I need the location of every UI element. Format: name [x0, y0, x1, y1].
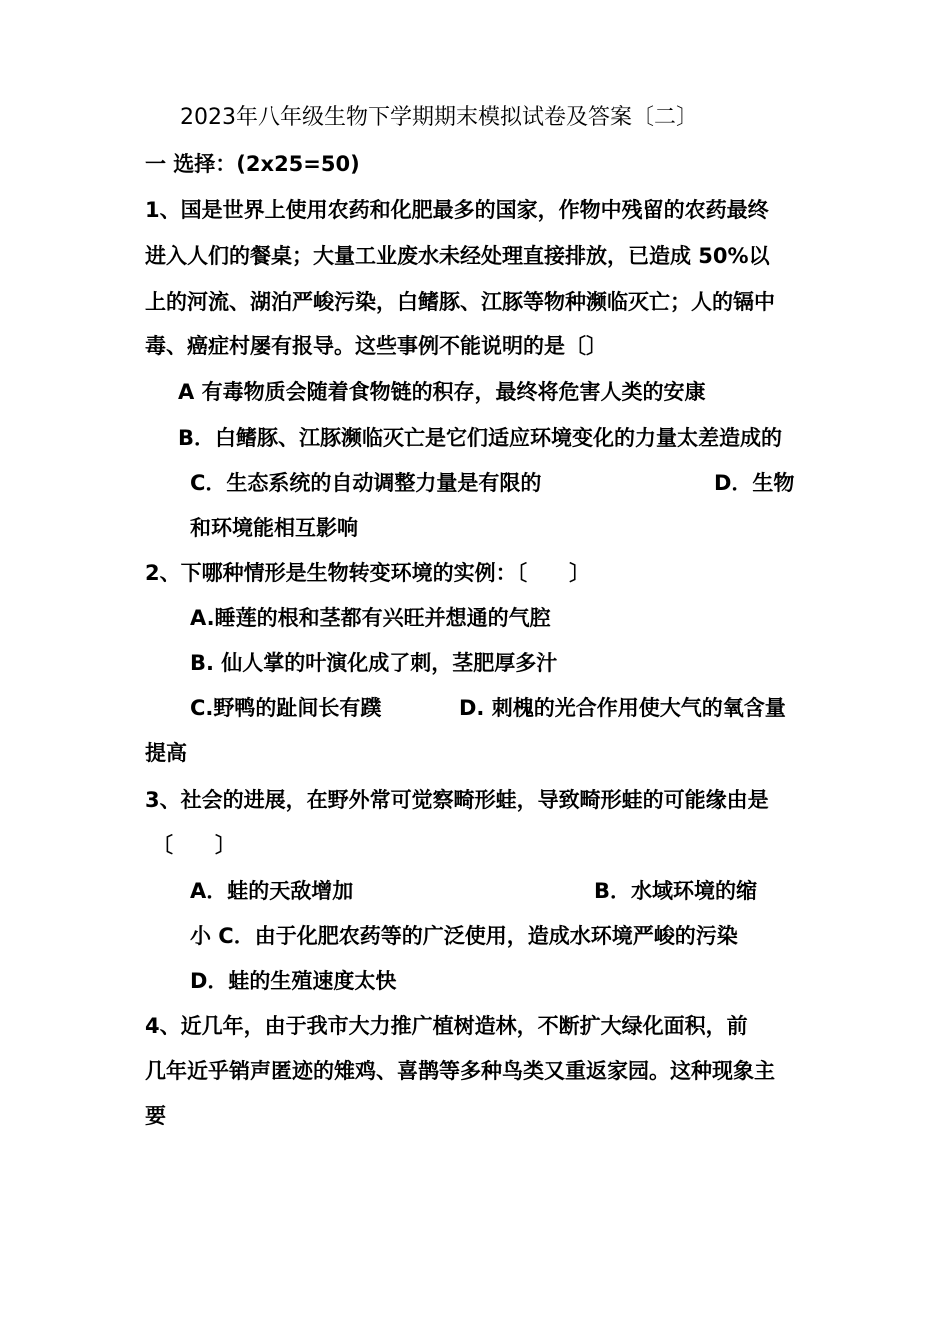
question-2-option-c: C.野鸭的趾间长有蹼: [190, 696, 382, 720]
document-title: 2023年八年级生物下学期期末模拟试卷及答案〔二〕: [180, 105, 698, 130]
question-1-line-1: 1、国是世界上使用农药和化肥最多的国家，作物中残留的农药最终: [145, 198, 769, 222]
question-1-line-3: 上的河流、湖泊严峻污染，白鳍豚、江豚等物种濒临灭亡；人的镉中: [145, 290, 775, 314]
question-1-option-b: B．白鳍豚、江豚濒临灭亡是它们适应环境变化的力量太差造成的: [178, 426, 783, 450]
question-2-option-d: D. 刺槐的光合作用使大气的氧含量: [459, 696, 786, 720]
question-2-option-d-cont: 提高: [145, 741, 187, 765]
question-1-option-d-cont: 和环境能相互影响: [190, 516, 358, 540]
question-1-option-a: A 有毒物质会随着食物链的积存，最终将危害人类的安康: [178, 380, 706, 404]
question-1-option-d: D．生物: [714, 471, 795, 495]
question-3-option-d: D．蛙的生殖速度太快: [190, 969, 397, 993]
question-2-option-b: B. 仙人掌的叶演化成了刺，茎肥厚多汁: [190, 651, 558, 675]
section-heading: 一 选择：(2x25=50): [145, 152, 360, 176]
question-1-option-c: C．生态系统的自动调整力量是有限的: [190, 471, 542, 495]
question-3-option-a: A．蛙的天敌增加: [190, 879, 354, 903]
question-1-line-4: 毒、癌症村屡有报导。这些事例不能说明的是〔〕: [145, 334, 607, 358]
question-4-line-2: 几年近乎销声匿迹的雉鸡、喜鹊等多种鸟类又重返家园。这种现象主: [145, 1059, 775, 1083]
question-3-option-b: B．水域环境的缩: [594, 879, 758, 903]
question-2-stem: 2、下哪种情形是生物转变环境的实例：〔 〕: [145, 561, 591, 585]
question-4-line-1: 4、近几年，由于我市大力推广植树造林，不断扩大绿化面积，前: [145, 1014, 748, 1038]
question-4-line-3: 要: [145, 1104, 166, 1128]
question-3-option-c: 小 C．由于化肥农药等的广泛使用，造成水环境严峻的污染: [190, 924, 738, 948]
question-3-stem: 3、社会的进展，在野外常可觉察畸形蛙，导致畸形蛙的可能缘由是: [145, 788, 769, 812]
question-1-line-2: 进入人们的餐桌；大量工业废水未经处理直接排放，已造成 50%以: [145, 244, 770, 268]
question-3-answer-bracket: 〔 〕: [152, 833, 236, 857]
question-2-option-a: A.睡莲的根和茎都有兴旺并想通的气腔: [190, 606, 551, 630]
